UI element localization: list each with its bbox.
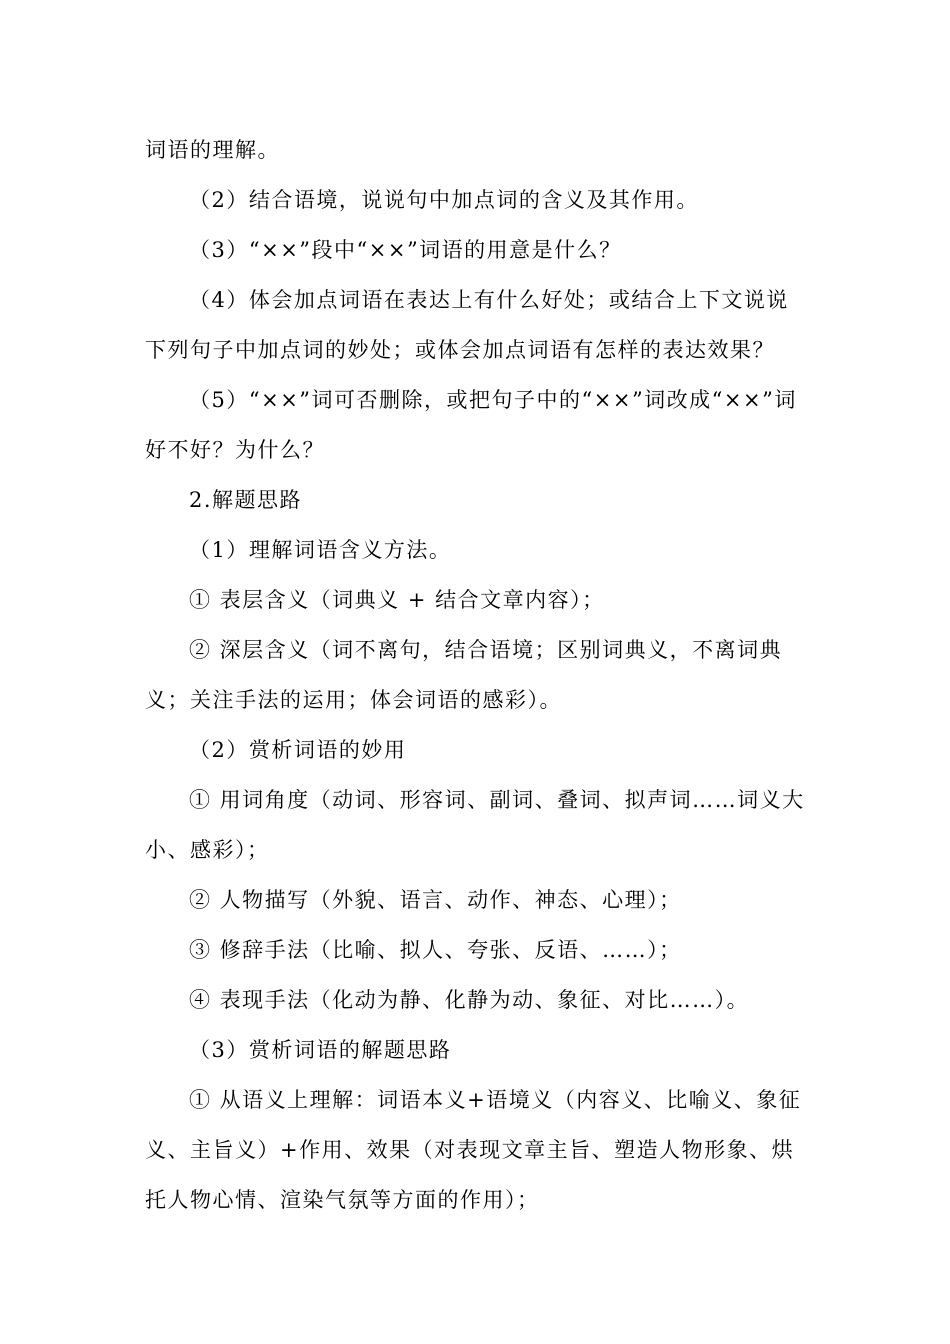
list-item-deep-meaning: ② 深层含义（词不离句，结合语境；区别词典义，不离词典义；关注手法的运用；体会词语的感彩）。 (145, 638, 783, 712)
list-item-rhetoric: ③ 修辞手法（比喻、拟人、夸张、反语、……）； (189, 938, 682, 962)
list-item-word-angle: ① 用词角度（动词、形容词、副词、叠词、拟声词……词义大小、感彩）； (145, 788, 805, 862)
question-item-5: （5）“××”词可否删除，或把句子中的“××”词改成“××”词好不好？为什么？ (145, 388, 797, 462)
section-heading-solving-ideas: 2.解题思路 (189, 488, 303, 512)
list-item-semantic-understanding: ① 从语义上理解：词语本义+语境义（内容义、比喻义、象征义、主旨义）+作用、效果（对表现文章主旨、塑造人物形象、烘托人物心情、渲染气氛等方面的作用）； (145, 1088, 802, 1212)
subheading-word-meaning: （1）理解词语含义方法。 (189, 538, 452, 562)
question-item-3: （3）“××”段中“××”词语的用意是什么？ (189, 238, 622, 262)
question-item-2: （2）结合语境，说说句中加点词的含义及其作用。 (189, 188, 699, 212)
subheading-solving-approach: （3）赏析词语的解题思路 (189, 1038, 452, 1062)
list-item-character-description: ② 人物描写（外貌、语言、动作、神态、心理）； (189, 888, 682, 912)
list-item-surface-meaning: ① 表层含义（词典义 + 结合文章内容）； (189, 588, 605, 612)
subheading-word-usage: （2）赏析词语的妙用 (189, 738, 407, 762)
question-item-4: （4）体会加点词语在表达上有什么好处；或结合上下文说说下列句子中加点词的妙处；或体会加点词语有怎样的表达效果？ (145, 288, 789, 362)
list-item-expression: ④ 表现手法（化动为静、化静为动、象征、对比……）。 (189, 988, 750, 1012)
paragraph-continuation: 词语的理解。 (145, 138, 280, 162)
